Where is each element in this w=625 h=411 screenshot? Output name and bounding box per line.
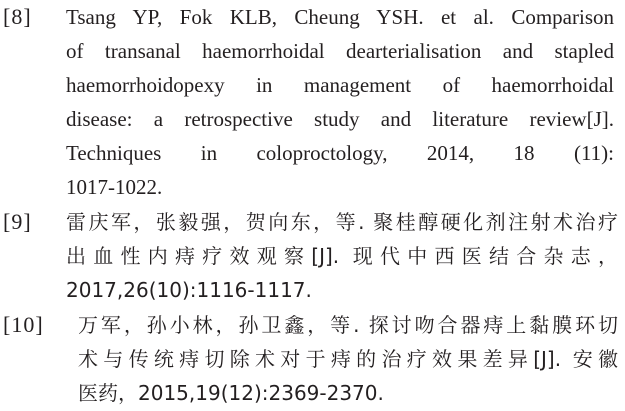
reference-line: 术与传统痔切除术对于痔的治疗效果差异[J]. 安徽 — [78, 347, 618, 371]
reference-line: 出血性内痔疗效观察[J]. 现代中西医结合杂志， — [66, 244, 618, 268]
reference-line: haemorrhoidopexy in management of haemorrhoidal — [66, 73, 614, 97]
reference-line: Techniques in coloproctology, 2014, 18 (11): — [66, 141, 614, 165]
reference-text — [66, 0, 614, 204]
reference-number: [10] — [3, 312, 44, 337]
reference-number: [9] — [3, 209, 32, 234]
reference-line: 2017,26(10):1116-1117. — [66, 278, 312, 302]
reference-line: 1017-1022. — [66, 175, 163, 199]
reference-line: 万军，孙小林，孙卫鑫，等. 探讨吻合器痔上黏膜环切 — [78, 313, 618, 337]
reference-text — [78, 308, 618, 410]
reference-text — [66, 205, 618, 307]
reference-line: disease: a retrospective study and literature review[J]. — [66, 107, 614, 131]
reference-line: 医药，2015,19(12):2369-2370. — [78, 381, 384, 405]
reference-line: 雷庆军，张毅强，贺向东，等. 聚桂醇硬化剂注射术治疗 — [66, 210, 618, 234]
reference-line: of transanal haemorrhoidal dearterialisation and stapled — [66, 39, 614, 63]
reference-number: [8] — [3, 4, 32, 29]
reference-line: Tsang YP, Fok KLB, Cheung YSH. et al. Comparison — [66, 5, 614, 29]
